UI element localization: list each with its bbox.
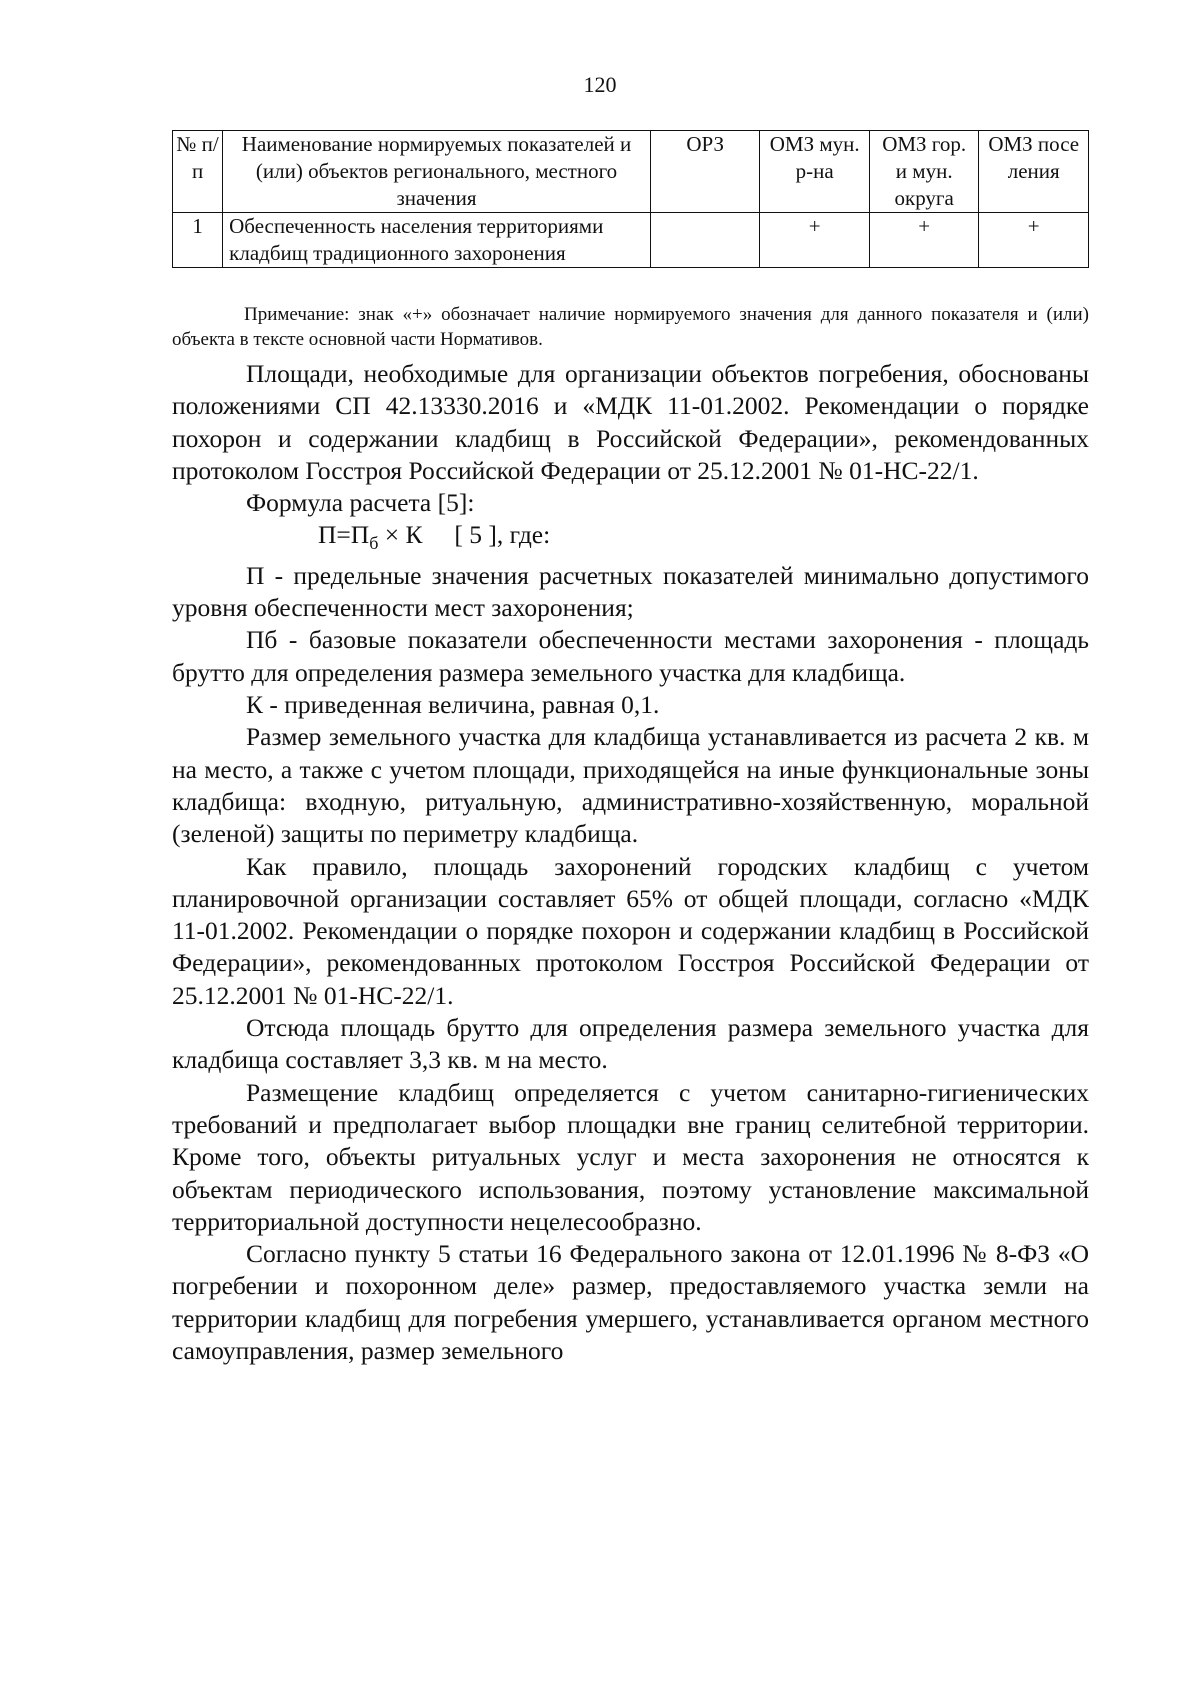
paragraph-7: Как правило, площадь захоронений городских кладбищ с учетом планировочной организации составляет 65% от общей площади, согласно «МДК 11-01.2002. Рекомендации о порядке похорон и содержании кладбищ в Российской Федерации», рекомендованных протоколом Госстроя Российской Федерации от 25.12.2001 № 01-НС-22/1. (172, 851, 1089, 1010)
header-omz-mun: ОМЗ мун. р-на (760, 131, 870, 213)
formula-rest: × К [ 5 ], где: (378, 520, 551, 550)
page-number: 120 (583, 72, 617, 97)
norms-table (172, 130, 1089, 268)
formula-main: П=П (318, 520, 370, 550)
paragraph-4: Пб - базовые показатели обеспеченности местами захоронения - площадь брутто для определения размера земельного участка для кладбища. (172, 625, 1089, 687)
header-omz-pos: ОМЗ поселения (979, 131, 1089, 213)
cell-omz-pos: + (979, 213, 1089, 268)
paragraph-6: Размер земельного участка для кладбища устанавливается из расчета 2 кв. м на место, а также с учетом площади, приходящейся на иные функциональные зоны кладбища: входную, ритуальную, административно-хозяйственную, моральной (зеленой) защиты по периметру кладбища. (172, 722, 1089, 849)
cell-omz-mun: + (760, 213, 870, 268)
paragraph-9: Размещение кладбищ определяется с учетом санитарно-гигиенических требований и предполагает выбор площадки вне границ селитебной территории. Кроме того, объекты ритуальных услуг и места захоронения не относятся к объектам периодического использования, поэтому установление максимальной территориальной доступности нецелесообразно. (172, 1077, 1089, 1236)
paragraph-3: П - предельные значения расчетных показателей минимально допустимого уровня обеспеченности мест захоронения; (172, 560, 1089, 623)
cell-name: Обеспеченность населения территориями кладбищ традиционного захоронения (223, 213, 651, 268)
table-header-row (173, 131, 1089, 213)
paragraph-2: Формула расчета [5]: (246, 488, 475, 518)
paragraph-5: К - приведенная величина, равная 0,1. (246, 690, 660, 720)
table-row (173, 213, 1089, 268)
table-note: Примечание: знак «+» обозначает наличие нормируемого значения для данного показателя и (или) объекта в тексте основной части Нормативов. (172, 304, 1089, 350)
paragraph-1: Площади, необходимые для организации объектов погребения, обоснованы положениями СП 42.13330.2016 и «МДК 11-01.2002. Рекомендации о порядке похорон и содержании кладбищ в Российской Федерации», рекомендованных протоколом Госстроя Российской Федерации от 25.12.2001 № 01-НС-22/1. (172, 359, 1089, 485)
cell-num: 1 (173, 213, 223, 268)
body-text (172, 358, 1089, 1367)
header-orz: ОРЗ (650, 131, 760, 213)
header-omz-gor: ОМЗ гор. и мун. округа (869, 131, 979, 213)
paragraph-10: Согласно пункту 5 статьи 16 Федерального закона от 12.01.1996 № 8-ФЗ «О погребении и похоронном деле» размер, предоставляемого участка земли на территории кладбищ для погребения умершего, устанавливается органом местного самоуправления, размер земельного (172, 1239, 1089, 1365)
cell-orz (650, 213, 760, 268)
cell-omz-gor: + (869, 213, 979, 268)
formula (172, 519, 1089, 559)
paragraph-8: Отсюда площадь брутто для определения размера земельного участка для кладбища составляет 3,3 кв. м на место. (172, 1013, 1089, 1075)
header-name: Наименование нормируемых показателей и (или) объектов регионального, местного значения (223, 131, 651, 213)
header-num: № п/п (173, 131, 223, 213)
formula-subscript: б (369, 533, 379, 554)
